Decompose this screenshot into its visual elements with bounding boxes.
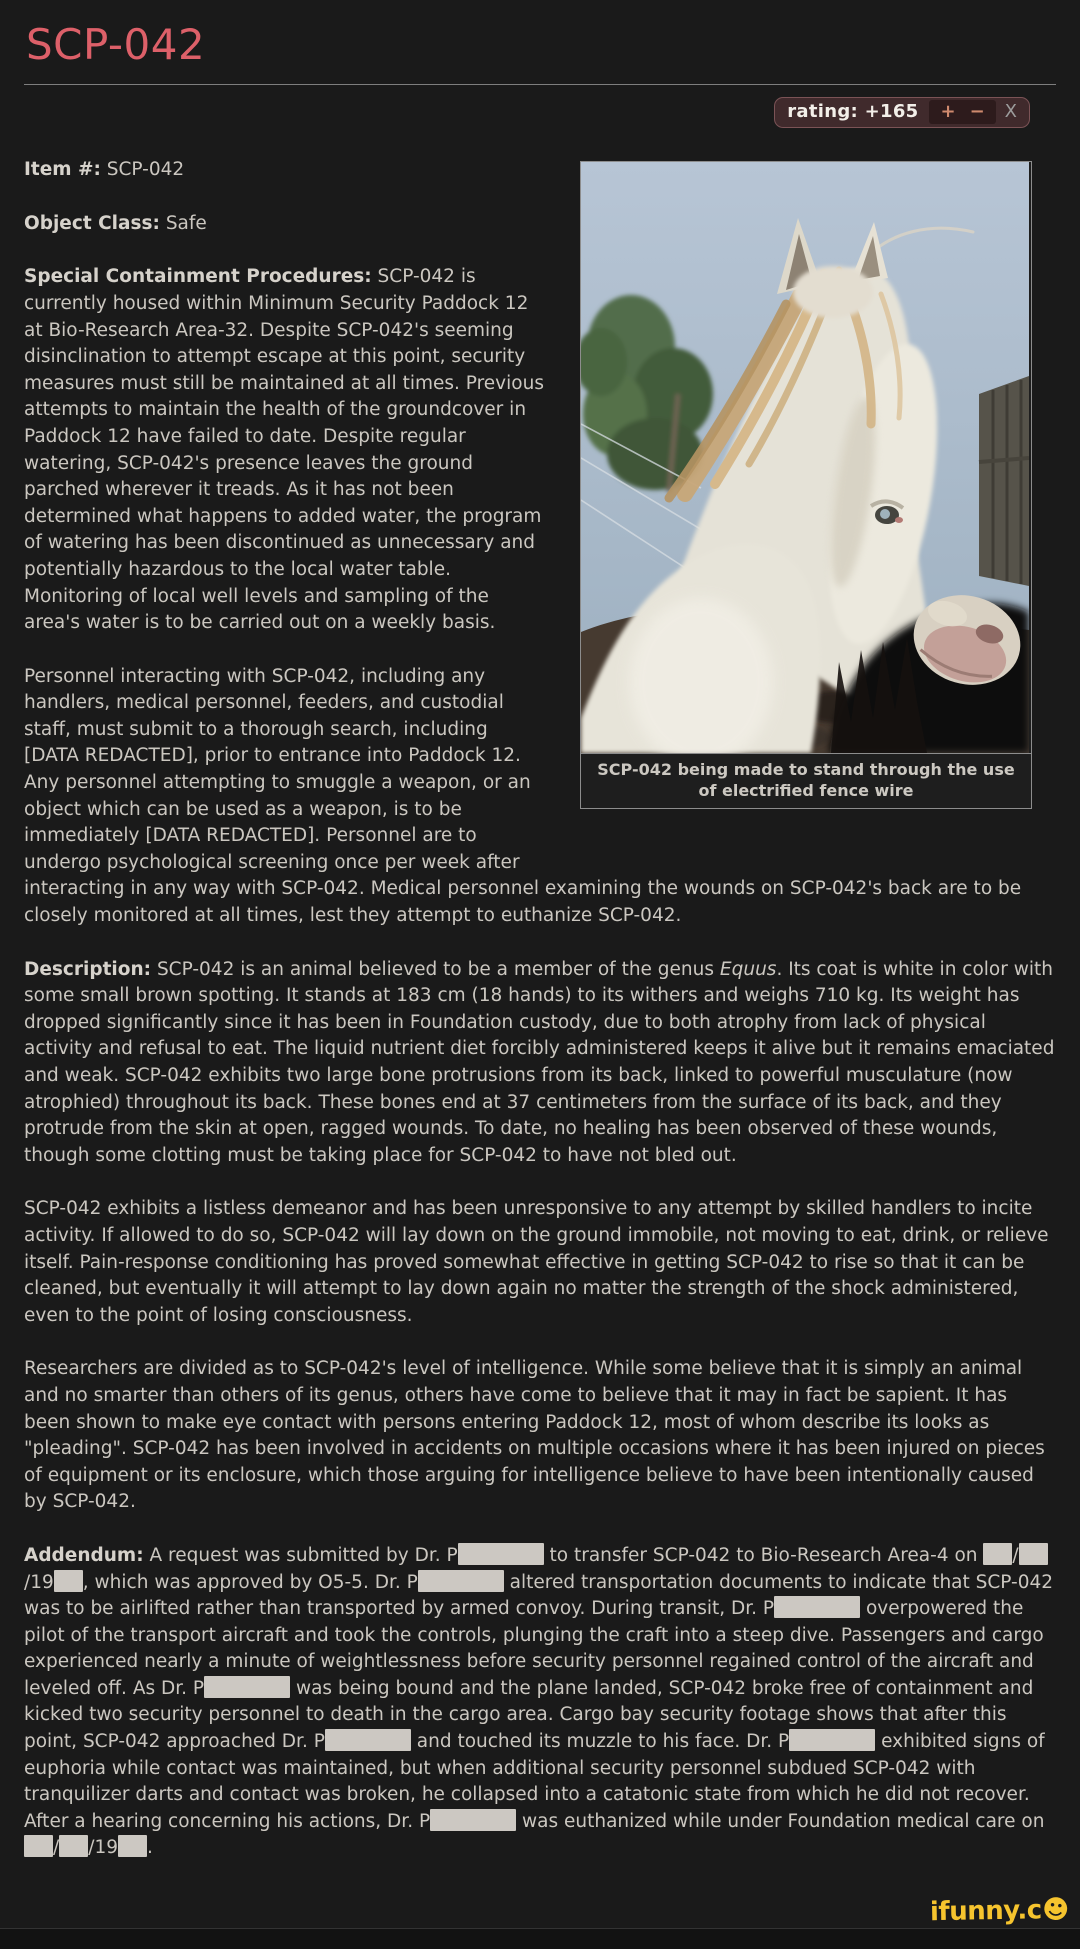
paragraph-label: Item #: [24, 159, 101, 181]
article-paragraph: Researchers are divided as to SCP-042's level of intelligence. While some believe that it is simply an animal and no smarter than others of its genus, others have come to believe that it may in fact be sapient. It has been shown to make eye contact with persons entering Paddock 12, most of whom describe its looks as "pleading". SCP-042 has been involved in accidents on multiple occasions where it has been injured on pieces of equipment or its enclosure, which those arguing for intelligence believe to have been intentionally caused by SCP-042. [24, 1358, 1045, 1513]
article-paragraph: Special Containment Procedures: SCP-042 is currently housed within Minimum Security Paddock 12 at Bio-Research Area-32. Despite SCP-042's seeming disinclination to attempt escape at this point, security measures must still be maintained at all times. Previous attempts to maintain the health of the groundcover in Paddock 12 have failed to date. Despite regular watering, SCP-042's presence leaves the ground parched wherever it treads. As it has not been determined what happens to added water, the program of watering has been discontinued as unnecessary and potentially hazardous to the local water table. Monitoring of local well levels and sampling of the area's water is to be carried out on a weekly basis. [24, 266, 544, 634]
paragraph-label: Object Class: [24, 212, 160, 234]
article-paragraph: Personnel interacting with SCP-042, including any handlers, medical personnel, feeders, and custodial staff, must submit to a thorough search, including [DATA REDACTED], prior to entrance into Paddock 12. Any personnel attempting to smuggle a weapon, or an object which can be used as a weapon, is to be immediately [DATA REDACTED]. Personnel are to undergo psychological screening once per week after interacting in any way with SCP-042. Medical personnel examining the wounds on SCP-042's back are to be closely monitored at all times, lest they attempt to euthanize SCP-042. [24, 665, 1022, 927]
article-paragraph: Addendum: A request was submitted by Dr. P to transfer SCP-042 to Bio-Research Area-4 on //19 , which was approved by O5-5. Dr. P altered transportation documents to indicate that SCP-042 was to be airlifted rather than transported by armed convoy. During transit, Dr. P overpowered the pilot of the transport aircraft and took the controls, plunging the craft into a steep dive. Passengers and cargo experienced nearly a minute of weightlessness before security personnel regained control of the aircraft and leveled off. As Dr. P was being bound and the plane landed, SCP-042 broke free of containment and kicked two security personnel to death in the cargo area. Cargo bay security footage shows that after this point, SCP-042 approached Dr. P and touched its muzzle to his face. Dr. P exhibited signs of euphoria while contact was maintained, but when additional security personnel subdued SCP-042 with tranquilizer darts and contact was broken, he collapsed into a catatonic state from which he did not recover. After a hearing concerning his actions, Dr. P was euthanized while under Foundation medical care on / /19 . [24, 1544, 1054, 1859]
redaction-bar [789, 1729, 875, 1751]
scp-042-photo [581, 162, 1029, 753]
italic-term: Equus [719, 958, 777, 980]
page-title: SCP-042 [26, 20, 206, 69]
paragraph-label: Special Containment Procedures: [24, 266, 372, 288]
redaction-bar [418, 1570, 504, 1592]
rating-row [24, 97, 1030, 129]
paragraph-label: Addendum: [24, 1544, 144, 1566]
downvote-button[interactable]: − [969, 101, 985, 123]
redaction-bar [774, 1596, 860, 1618]
redaction-bar [59, 1835, 88, 1857]
article-paragraph: Description: SCP-042 is an animal believed to be a member of the genus Equus. Its coat is white in color with some small brown spotting. It stands at 183 cm (18 hands) to its withers and weighs 710 kg. Its weight has dropped significantly since it has been in Foundation custody, due to both atrophy from lack of physical activity and refusal to eat. The liquid nutrient diet forcibly administered keeps it alive but it remains emaciated and weak. SCP-042 exhibits two large bone protrusions from its back, linked to powerful musculature (now atrophied) throughout its back. These bones end at 37 centimeters from the surface of its back, and they protrude from the skin at open, ragged wounds. To date, no healing has been observed of these wounds, though some clotting must be taking place for SCP-042 to have not bled out. [24, 958, 1055, 1166]
rating-widget [774, 97, 1030, 128]
page-footer [0, 1893, 1080, 1949]
title-divider [24, 84, 1056, 85]
scp-figure [580, 161, 1032, 809]
redaction-bar [24, 1835, 53, 1857]
article-paragraph: SCP-042 exhibits a listless demeanor and has been unresponsive to any attempt by skilled handlers to incite activity. If allowed to do so, SCP-042 will lay down on the ground immobile, not moving to eat, drink, or relieve itself. Pain-response conditioning has proved somewhat effective in getting SCP-042 to rise so that it can be cleaned, but eventually it will attempt to lay down again no matter the strength of the shock administered, even to the point of losing consciousness. [24, 1198, 1049, 1326]
watermark-text: ifunny.c [929, 1895, 1042, 1928]
redaction-bar [430, 1809, 516, 1831]
wooden-fence [979, 376, 1029, 586]
photo-caption: SCP-042 being made to stand through the use of electrified fence wire [581, 753, 1031, 808]
upvote-button[interactable]: + [940, 101, 956, 123]
redaction-bar [325, 1729, 411, 1751]
smiley-icon: ☻ [1039, 1893, 1070, 1927]
article-paragraph: Item #: SCP-042 [24, 159, 185, 181]
redaction-bar [54, 1570, 83, 1592]
redaction-bar [118, 1835, 147, 1857]
watermark-row [0, 1893, 1080, 1928]
vote-group [929, 100, 995, 124]
redaction-bar [983, 1543, 1012, 1565]
redaction-bar [458, 1543, 544, 1565]
ifunny-watermark [930, 1895, 1069, 1927]
redaction-bar [1019, 1543, 1048, 1565]
redaction-bar [204, 1676, 290, 1698]
close-rating-button[interactable]: X [1004, 101, 1017, 123]
rating-value: rating: +165 [787, 101, 919, 123]
footer-bar [0, 1929, 1080, 1949]
paragraph-label: Description: [24, 958, 152, 980]
article-paragraph: Object Class: Safe [24, 212, 207, 234]
article-body [24, 157, 1056, 1889]
